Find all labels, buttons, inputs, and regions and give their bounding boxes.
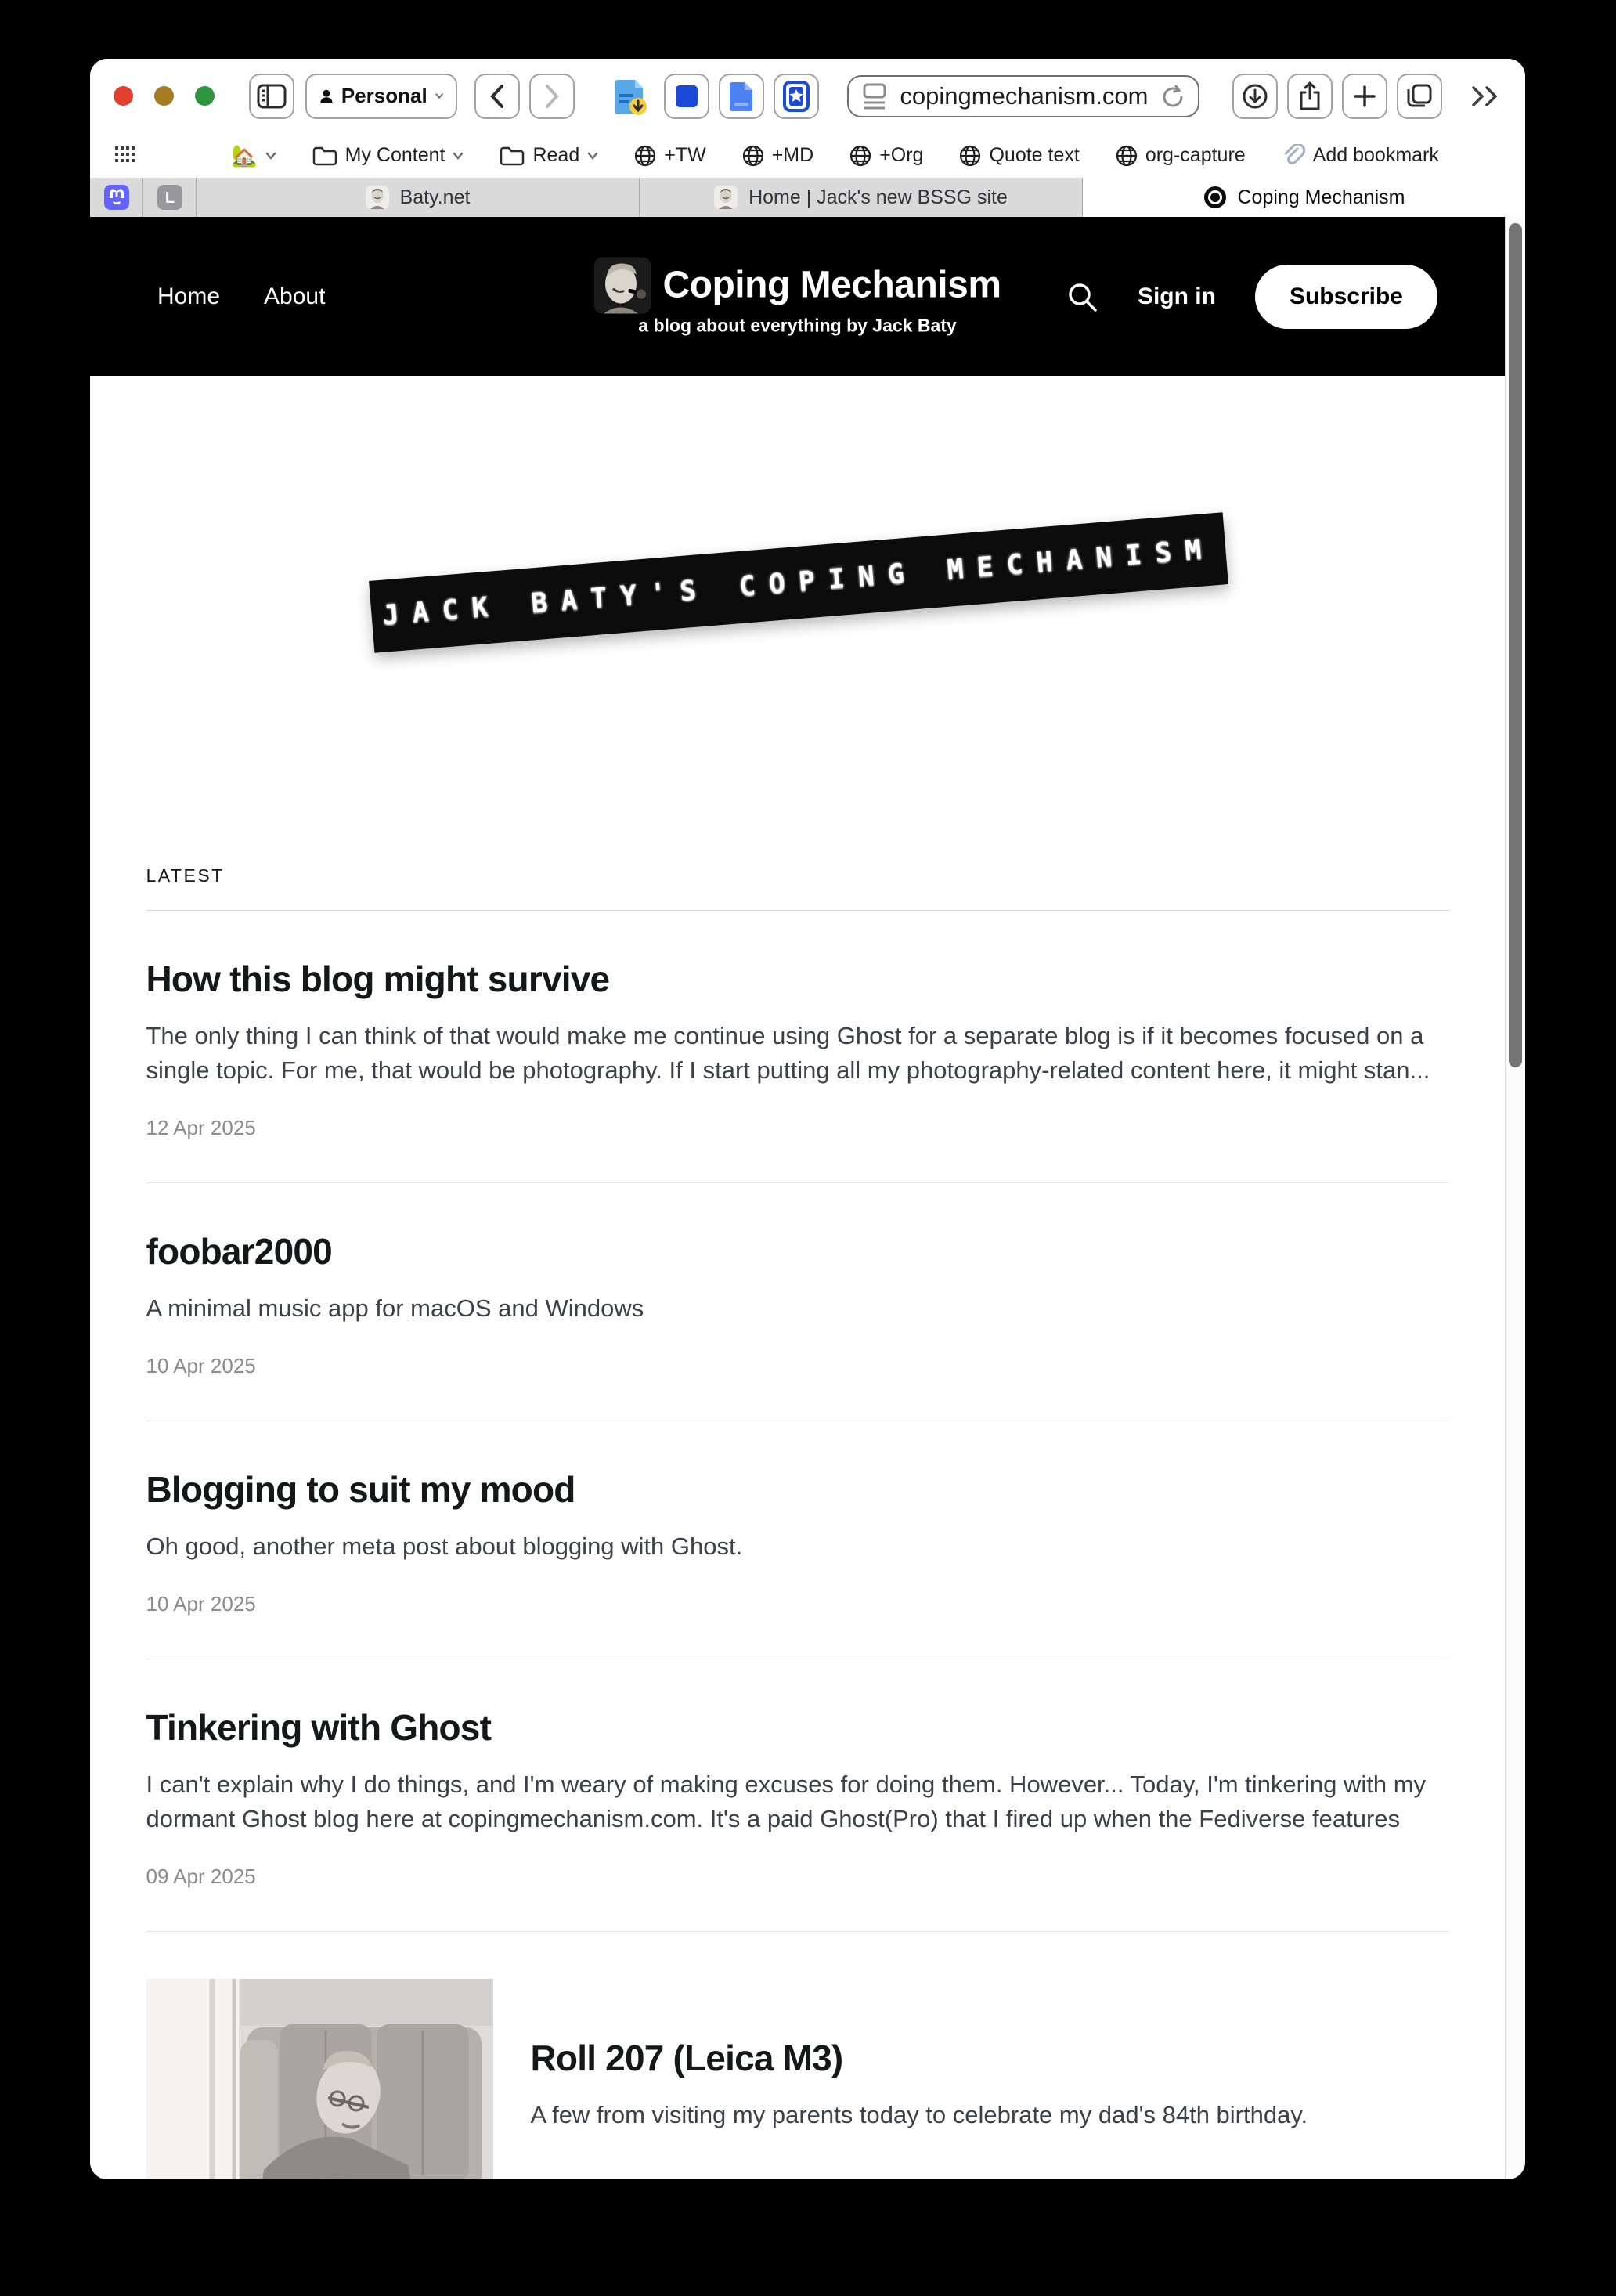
download-circle-icon bbox=[1242, 83, 1268, 110]
nav-link-home[interactable]: Home bbox=[157, 283, 221, 309]
bookmark-home[interactable] bbox=[231, 143, 276, 168]
l-app-icon bbox=[157, 184, 183, 211]
bookmark-label: My Content bbox=[344, 144, 445, 166]
bookmarklet-org-capture[interactable] bbox=[1116, 144, 1246, 167]
post-excerpt: I can't explain why I do things, and I'm weary of making excuses for doing them. However... Today, I'm tinkering with my dormant Ghost blog here at copingmechanism.com. It's a paid Ghost(Pro) that I fired up when the Fediverse features bbox=[146, 1771, 1427, 1833]
globe-icon bbox=[849, 145, 871, 167]
share-icon bbox=[1298, 81, 1322, 111]
site-subtitle: a blog about everything by Jack Baty bbox=[638, 315, 957, 335]
folder-icon bbox=[312, 146, 337, 166]
hero-section bbox=[90, 376, 1505, 865]
extension-markdown-download-button[interactable] bbox=[608, 74, 653, 119]
mastodon-icon bbox=[103, 184, 130, 211]
bookmark-label: Quote text bbox=[989, 144, 1080, 166]
reload-icon[interactable] bbox=[1160, 83, 1185, 110]
chevron-down-icon bbox=[453, 152, 464, 160]
dymo-tape-image bbox=[369, 512, 1228, 652]
browser-content-area bbox=[90, 217, 1525, 2179]
share-button[interactable] bbox=[1287, 74, 1333, 119]
chevron-right-icon bbox=[544, 84, 560, 109]
section-label-latest: LATEST bbox=[146, 865, 1449, 911]
post-title-link[interactable]: Blogging to suit my mood bbox=[146, 1469, 575, 1511]
bookmarks-bar bbox=[90, 133, 1525, 178]
tab-bssg-home[interactable] bbox=[640, 178, 1083, 217]
toolbar-right-buttons bbox=[1232, 74, 1502, 119]
new-tab-button[interactable] bbox=[1342, 74, 1387, 119]
forward-button[interactable] bbox=[529, 74, 575, 119]
site-logo-block[interactable] bbox=[593, 257, 1001, 336]
site-logo-avatar bbox=[593, 257, 650, 313]
post-title-link[interactable]: Roll 207 (Leica M3) bbox=[530, 2038, 843, 2079]
tab-title: Home | Jack's new BSSG site bbox=[748, 186, 1008, 208]
close-window-button[interactable] bbox=[114, 86, 133, 106]
post-date: 09 Apr 2025 bbox=[146, 1865, 256, 1889]
globe-icon bbox=[959, 145, 981, 167]
person-icon bbox=[319, 85, 334, 108]
post-card bbox=[146, 1659, 1449, 1932]
doc-download-icon bbox=[613, 77, 647, 116]
site-header bbox=[90, 217, 1505, 376]
record-favicon bbox=[1203, 186, 1227, 209]
face-favicon bbox=[366, 186, 389, 209]
tab-title: Baty.net bbox=[399, 186, 471, 208]
site-header-actions bbox=[1066, 265, 1437, 329]
chevron-down-icon bbox=[587, 152, 598, 160]
tab-title: Coping Mechanism bbox=[1237, 186, 1405, 208]
extension-blue-square-button[interactable] bbox=[664, 74, 709, 119]
post-excerpt: Oh good, another meta post about blogging with Ghost. bbox=[146, 1532, 743, 1561]
paperclip-icon bbox=[1282, 144, 1305, 168]
scrollbar-thumb[interactable] bbox=[1509, 223, 1522, 1067]
zoom-window-button[interactable] bbox=[195, 86, 215, 106]
post-title-link[interactable]: How this blog might survive bbox=[146, 958, 610, 999]
pipe-man-avatar-icon bbox=[593, 257, 650, 313]
post-excerpt: A few from visiting my parents today to celebrate my dad's 84th birthday. bbox=[530, 2101, 1308, 2129]
bookmarklet-tw[interactable] bbox=[634, 144, 705, 167]
nav-link-about[interactable]: About bbox=[264, 283, 326, 309]
toolbar-overflow-button[interactable] bbox=[1470, 85, 1502, 107]
chevron-down-icon bbox=[435, 92, 443, 100]
site-title: Coping Mechanism bbox=[662, 264, 1001, 306]
subscribe-button[interactable]: Subscribe bbox=[1255, 265, 1437, 329]
profile-label: Personal bbox=[341, 84, 427, 107]
tab-overview-button[interactable] bbox=[1397, 74, 1442, 119]
post-card bbox=[146, 1421, 1449, 1659]
blue-document-icon bbox=[729, 81, 754, 112]
tab-bar bbox=[90, 178, 1525, 217]
sign-in-link[interactable]: Sign in bbox=[1137, 283, 1216, 309]
plus-icon bbox=[1353, 85, 1376, 108]
search-icon[interactable] bbox=[1066, 280, 1098, 313]
post-date: 12 Apr 2025 bbox=[146, 1116, 256, 1140]
sidebar-icon bbox=[257, 84, 287, 109]
post-excerpt: The only thing I can think of that would make me continue using Ghost for a separate blog is if it becomes focused on a single topic. For me, that would be photography. If I start putting all my photography-related content here, it might stan... bbox=[146, 1022, 1430, 1085]
pinned-tab-mastodon[interactable] bbox=[90, 178, 143, 217]
pinned-tab-l[interactable] bbox=[143, 178, 197, 217]
globe-icon bbox=[634, 145, 656, 167]
post-title-link[interactable]: foobar2000 bbox=[146, 1231, 332, 1273]
webpage bbox=[90, 217, 1505, 2179]
bookmarklet-add-bookmark[interactable] bbox=[1282, 144, 1439, 168]
address-url[interactable]: copingmechanism.com bbox=[900, 81, 1149, 110]
extension-buttons bbox=[608, 74, 819, 119]
tab-baty-net[interactable] bbox=[197, 178, 640, 217]
post-card bbox=[146, 911, 1449, 1183]
stacked-tabs-icon bbox=[1405, 83, 1434, 110]
house-icon: 🏡 bbox=[231, 143, 258, 168]
post-date: 10 Apr 2025 bbox=[146, 1592, 256, 1616]
minimize-window-button[interactable] bbox=[154, 86, 174, 106]
extension-bookmark-star-button[interactable] bbox=[774, 74, 819, 119]
l-letter: L bbox=[164, 190, 175, 207]
post-date: 10 Apr 2025 bbox=[146, 1354, 256, 1378]
bookmark-label: +TW bbox=[664, 144, 706, 166]
folder-icon bbox=[500, 146, 525, 166]
post-thumbnail-image[interactable] bbox=[146, 1979, 493, 2179]
bookmark-label: +Org bbox=[879, 144, 924, 166]
bookmarklet-quote-text[interactable] bbox=[959, 144, 1079, 167]
post-title-link[interactable]: Tinkering with Ghost bbox=[146, 1707, 492, 1749]
tab-coping-mechanism-active[interactable] bbox=[1083, 178, 1525, 217]
profile-switcher-button[interactable] bbox=[305, 74, 457, 119]
bookmarklet-md[interactable] bbox=[742, 144, 813, 167]
scrollbar-track[interactable] bbox=[1505, 217, 1525, 2179]
post-card bbox=[146, 1183, 1449, 1421]
bookmark-label: +MD bbox=[771, 144, 814, 166]
extension-document-button[interactable] bbox=[719, 74, 764, 119]
double-chevron-right-icon bbox=[1470, 85, 1502, 107]
bookmark-label: org-capture bbox=[1145, 144, 1246, 166]
safari-window bbox=[90, 59, 1525, 2179]
window-controls bbox=[114, 86, 215, 106]
bookmarklet-org[interactable] bbox=[849, 144, 923, 167]
chevron-down-icon bbox=[265, 152, 276, 160]
armchair-portrait-photo bbox=[146, 1979, 493, 2179]
globe-icon bbox=[1116, 145, 1138, 167]
dot-grid-icon bbox=[115, 146, 139, 165]
favorites-grid-button[interactable] bbox=[115, 146, 139, 165]
address-bar[interactable] bbox=[847, 75, 1199, 117]
history-nav bbox=[474, 74, 575, 119]
blue-square-icon bbox=[675, 85, 698, 108]
reader-page-icon bbox=[861, 82, 888, 110]
sidebar-toggle-button[interactable] bbox=[249, 74, 294, 119]
back-button[interactable] bbox=[474, 74, 520, 119]
site-nav bbox=[157, 283, 325, 310]
face-favicon bbox=[714, 186, 738, 209]
bookmark-label: Add bookmark bbox=[1312, 144, 1439, 166]
bookmark-label: Read bbox=[532, 144, 580, 166]
post-card bbox=[146, 1932, 1449, 2179]
bookmark-star-icon bbox=[783, 81, 810, 112]
bookmark-folder-my-content[interactable] bbox=[312, 144, 464, 167]
bookmark-folder-read[interactable] bbox=[500, 144, 598, 167]
chevron-left-icon bbox=[489, 84, 505, 109]
tape-text: JACK BATY'S COPING MECHANISM bbox=[381, 533, 1216, 632]
post-feed bbox=[146, 865, 1449, 2179]
downloads-button[interactable] bbox=[1232, 74, 1278, 119]
post-excerpt: A minimal music app for macOS and Windows bbox=[146, 1294, 644, 1323]
globe-icon bbox=[742, 145, 764, 167]
browser-toolbar bbox=[90, 59, 1525, 133]
